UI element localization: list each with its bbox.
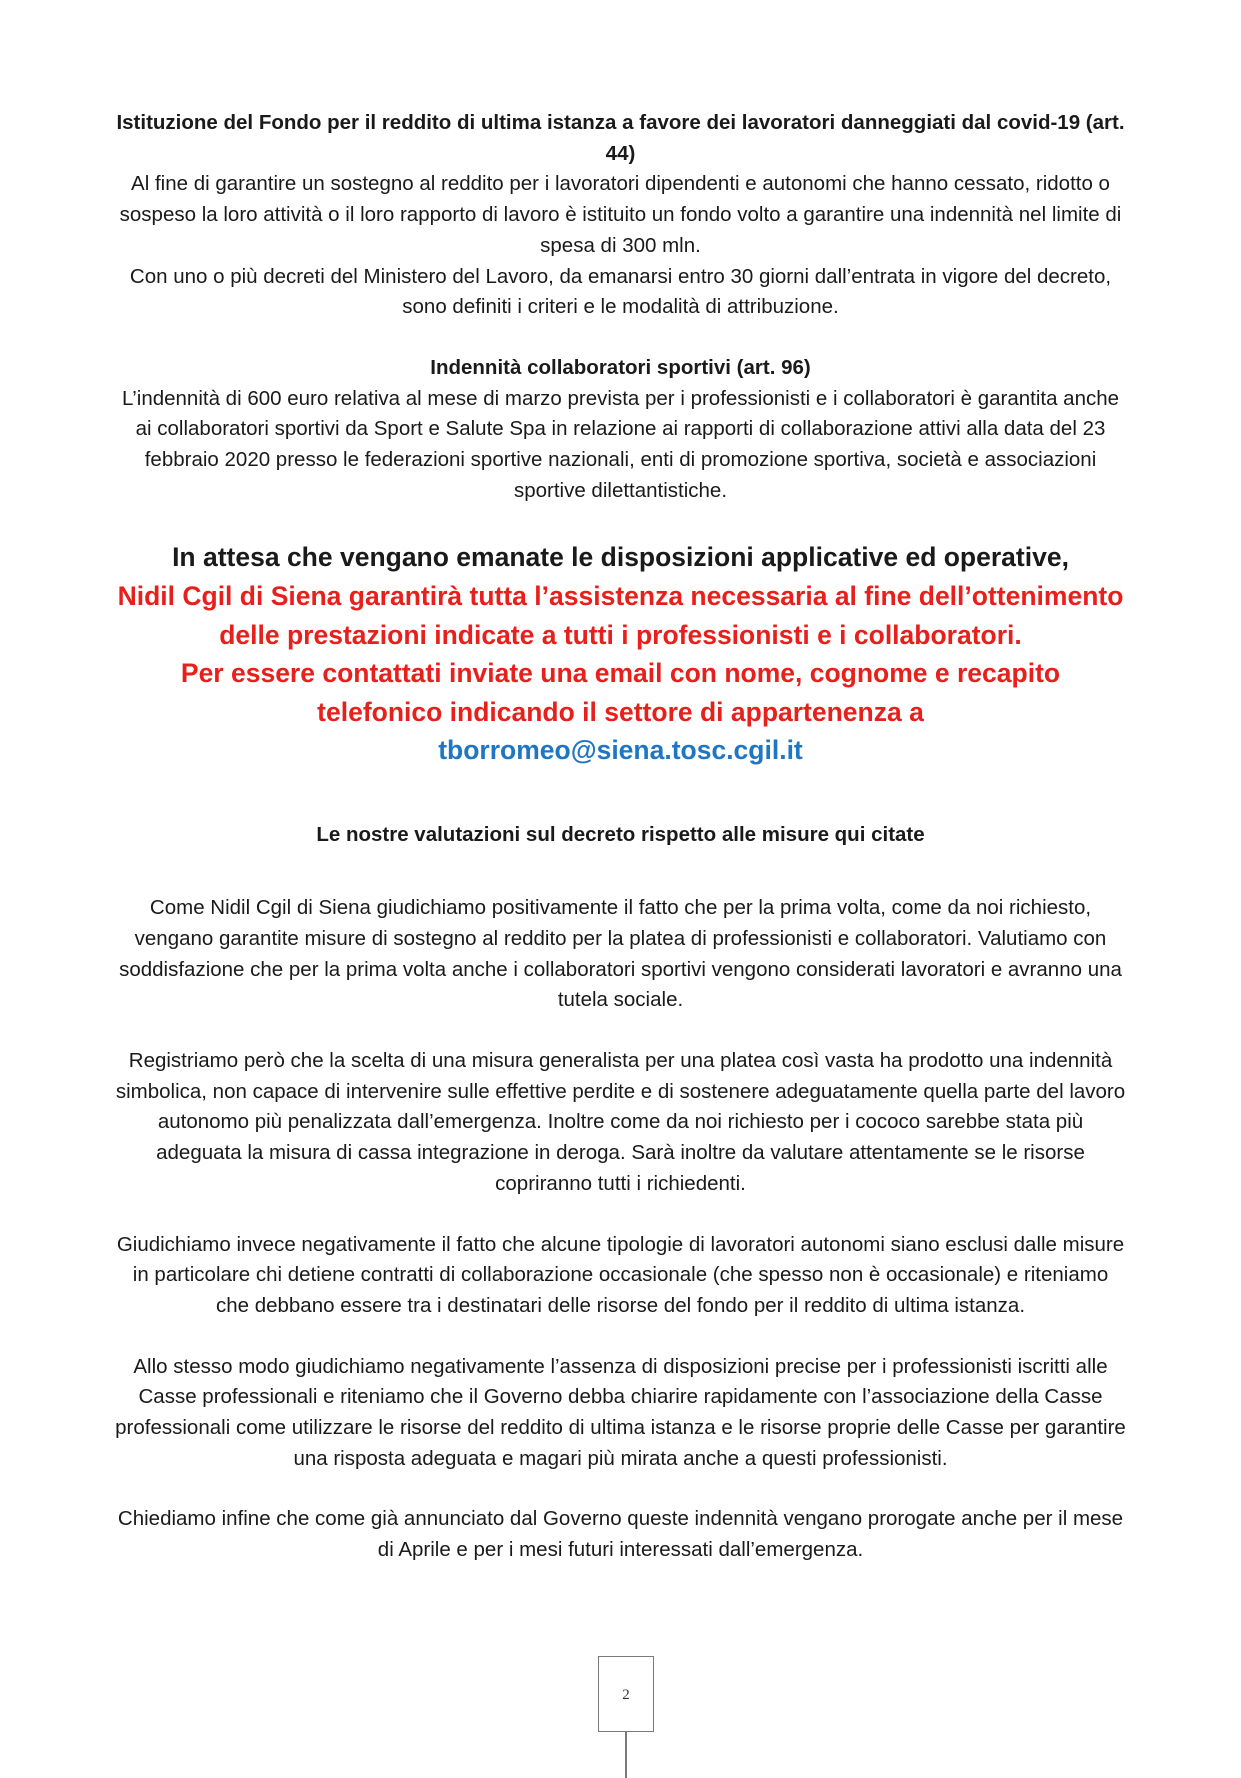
section-fondo	[115, 108, 1126, 323]
section-sportivi	[115, 353, 1126, 507]
paragraph: Registriamo però che la scelta di una misura generalista per una platea così vasta ha prodotto una indennità simbolica, non capace di intervenire sulle effettive perdite e di sostenere adeguatamente quella parte del lavoro autonomo più penalizzata dall’emergenza. Inoltre come da noi richiesto per i cococo sarebbe stata più adeguata la misura di cassa integrazione in deroga. Sarà inoltre da valutare attentamente se le risorse copriranno tutti i richiedenti.	[115, 1049, 1126, 1195]
page-number-divider	[625, 1732, 627, 1778]
paragraph: Giudichiamo invece negativamente il fatto che alcune tipologie di lavoratori autonomi siano esclusi dalle misure in particolare chi detiene contratti di collaborazione occasionale (che spesso non è occasionale) e riteniamo che debbano essere tra i destinatari delle risorse del fondo per il reddito di ultima istanza.	[116, 1232, 1125, 1317]
paragraph: Con uno o più decreti del Ministero del Lavoro, da emanarsi entro 30 giorni dall’entrata in vigore del decreto, sono definiti i criteri e le modalità di attribuzione.	[129, 264, 1112, 319]
section-title: Istituzione del Fondo per il reddito di ultima istanza a favore dei lavoratori danneggiati dal covid-19 (art. 44)	[116, 111, 1125, 165]
callout-contact-instructions: Per essere contattati inviate una email con nome, cognome e recapito telefonico indicando il settore di appartenenza a	[180, 658, 1061, 727]
section-title: Le nostre valutazioni sul decreto rispetto alle misure qui citate	[316, 823, 925, 846]
paragraph: Allo stesso modo giudichiamo negativamente l’assenza di disposizioni precise per i professionisti iscritti alle Casse professionali e riteniamo che il Governo debba chiarire rapidamente con l’associazione della Casse professionali come utilizzare le risorse del reddito di ultima istanza e le risorse proprie delle Casse per garantire una risposta adeguata e magari più mirata anche a questi professionisti.	[115, 1354, 1126, 1470]
document-page	[115, 108, 1126, 1566]
paragraph: L’indennità di 600 euro relativa al mese di marzo prevista per i professionisti e i collaboratori è garantita anche ai collaboratori sportivi da Sport e Salute Spa in relazione ai rapporti di collaborazione attivi alla data del 23 febbraio 2020 presso le federazioni sportive nazionali, enti di promozione sportiva, società e associazioni sportive dilettantistiche.	[121, 386, 1120, 502]
page-number: 2	[598, 1656, 654, 1732]
callout-intro: In attesa che vengano emanate le disposizioni applicative ed operative,	[172, 542, 1069, 573]
contact-email-link[interactable]: tborromeo@siena.tosc.cgil.it	[438, 735, 803, 766]
section-title: Indennità collaboratori sportivi (art. 96)	[430, 355, 811, 379]
paragraph: Come Nidil Cgil di Siena giudichiamo positivamente il fatto che per la prima volta, come da noi richiesto, vengano garantite misure di sostegno al reddito per la platea di professionisti e collaboratori. Valutiamo con soddisfazione che per la prima volta anche i collaboratori sportivi vengono considerati lavoratori e avranno una tutela sociale.	[119, 896, 1122, 1012]
paragraph: Chiediamo infine che come già annunciato dal Governo queste indennità vengano prorogate anche per il mese di Aprile e per i mesi futuri interessati dall’emergenza.	[117, 1507, 1124, 1562]
callout-assistance: Nidil Cgil di Siena garantirà tutta l’assistenza necessaria al fine dell’ottenimento delle prestazioni indicate a tutti i professionisti e i collaboratori.	[117, 581, 1124, 650]
paragraph: Al fine di garantire un sostegno al reddito per i lavoratori dipendenti e autonomi che hanno cessato, ridotto o sospeso la loro attività o il loro rapporto di lavoro è istituito un fondo volto a garantire una indennità nel limite di spesa di 300 mln.	[119, 172, 1122, 257]
assistance-callout	[115, 538, 1126, 770]
